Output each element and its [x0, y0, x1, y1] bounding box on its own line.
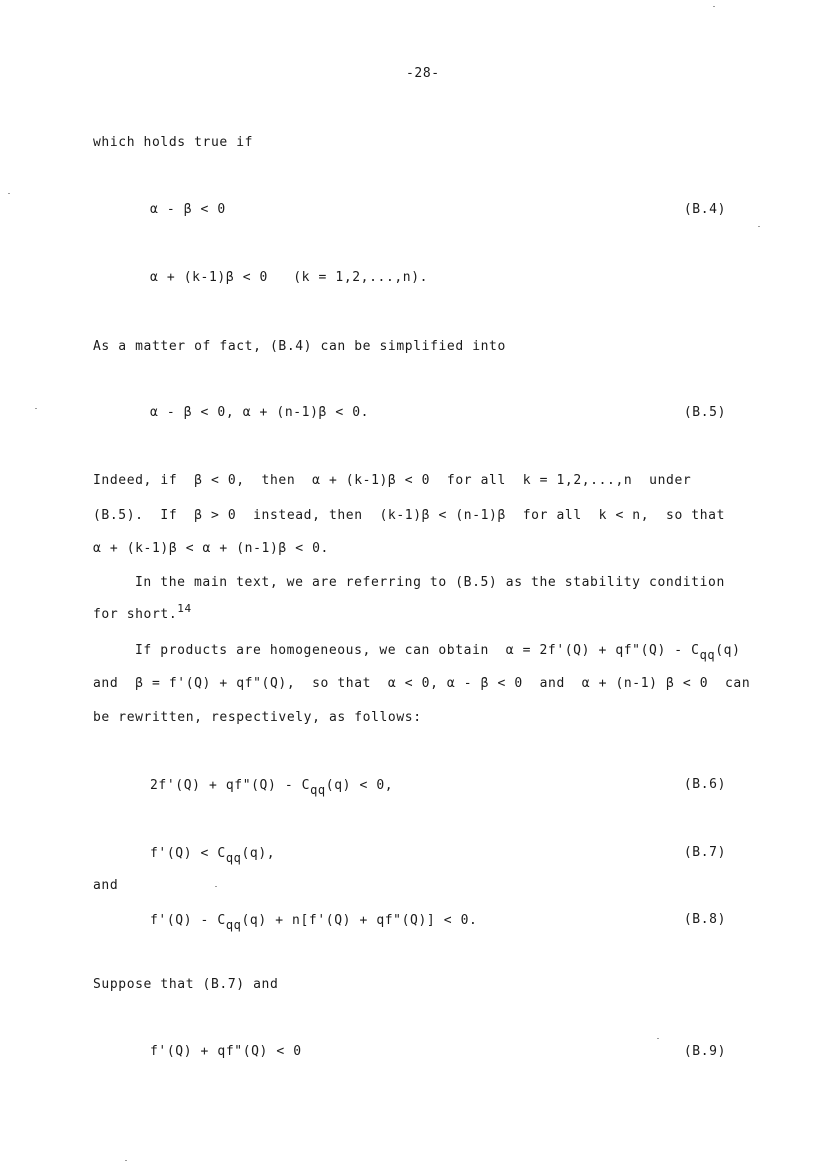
equation-b8 [150, 912, 478, 932]
equation-b8-lhs: f'(Q) - C [150, 913, 226, 928]
paragraph-main-text-line2 [93, 602, 192, 623]
intro-text: which holds true if [93, 135, 254, 150]
scan-speck [758, 226, 760, 227]
paragraph-indeed-line2: (B.5). If β > 0 instead, then (k-1)β < (n-1)β for all k < n, so that [93, 508, 725, 523]
paragraph-indeed-line3: α + (k-1)β < α + (n-1)β < 0. [93, 541, 329, 556]
condition-b4-second: α + (k-1)β < 0 (k = 1,2,...,n). [150, 270, 429, 285]
for-short-text: for short. [93, 607, 178, 622]
equation-b6-lhs: 2f'(Q) + qf"(Q) - C [150, 778, 311, 793]
equation-b7 [150, 845, 276, 865]
equation-label-b6: (B.6) [683, 777, 726, 792]
equation-b9: f'(Q) + qf"(Q) < 0 [150, 1044, 302, 1059]
subscript-qq: qq [699, 648, 716, 662]
equation-label-b5: (B.5) [683, 405, 726, 420]
equation-b8-rhs: (q) + n[f'(Q) + qf"(Q)] < 0. [241, 913, 478, 928]
page-number: -28- [406, 66, 440, 81]
equation-label-b4: (B.4) [683, 202, 726, 217]
scan-speck [215, 886, 217, 887]
scan-speck [125, 1160, 127, 1161]
paragraph-homogeneous-line3: be rewritten, respectively, as follows: [93, 710, 422, 725]
footnote-marker: 14 [177, 602, 192, 615]
equation-b6-rhs: (q) < 0, [325, 778, 394, 793]
alpha-definition: If products are homogeneous, we can obtain α = 2f'(Q) + qf"(Q) - C [135, 643, 700, 658]
paragraph-simplified: As a matter of fact, (B.4) can be simplified into [93, 339, 506, 354]
scan-speck [713, 6, 715, 7]
scan-speck [8, 193, 10, 194]
paragraph-main-text-line1: In the main text, we are referring to (B.5) as the stability condition [135, 575, 725, 590]
equation-b7-lhs: f'(Q) < C [150, 846, 226, 861]
equation-label-b8: (B.8) [683, 912, 726, 927]
paragraph-homogeneous-line1 [135, 642, 741, 662]
scan-speck [657, 1038, 659, 1039]
equation-b6 [150, 777, 394, 797]
equation-label-b9: (B.9) [683, 1044, 726, 1059]
alpha-definition-end: (q) [715, 643, 741, 658]
equation-b7-rhs: (q), [241, 846, 276, 861]
subscript-qq: qq [225, 851, 242, 865]
scan-speck [35, 408, 37, 409]
paragraph-homogeneous-line2: and β = f'(Q) + qf"(Q), so that α < 0, α - β < 0 and α + (n-1) β < 0 can [93, 676, 751, 691]
paragraph-suppose: Suppose that (B.7) and [93, 977, 279, 992]
paragraph-indeed-line1: Indeed, if β < 0, then α + (k-1)β < 0 for all k = 1,2,...,n under [93, 473, 692, 488]
subscript-qq: qq [225, 918, 242, 932]
subscript-qq: qq [310, 783, 326, 797]
and-connector: and [93, 878, 119, 893]
equation-b5: α - β < 0, α + (n-1)β < 0. [150, 405, 370, 420]
equation-label-b7: (B.7) [683, 845, 726, 860]
condition-b4-first: α - β < 0 [150, 202, 226, 217]
